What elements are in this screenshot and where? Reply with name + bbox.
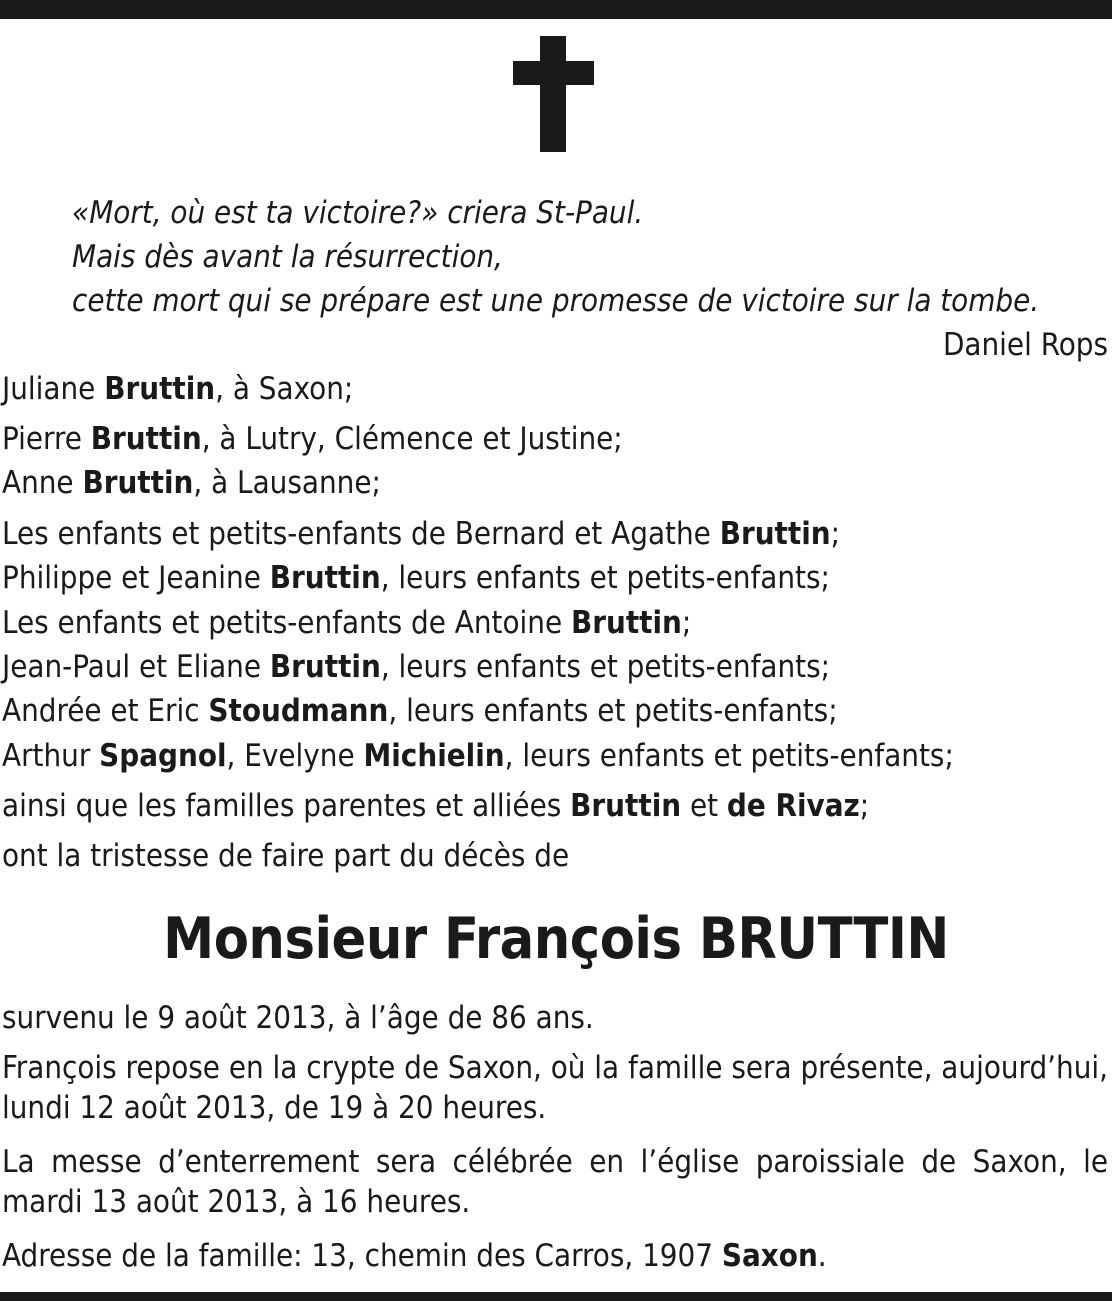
quote-line: «Mort, où est ta victoire?» criera St-Paul. bbox=[72, 195, 644, 231]
family-line: Juliane Bruttin, à Saxon; bbox=[2, 371, 354, 407]
family-line: Philippe et Jeanine Bruttin, leurs enfants et petits-enfants; bbox=[2, 560, 830, 596]
family-line: Anne Bruttin, à Lausanne; bbox=[2, 465, 381, 501]
family-line: Les enfants et petits-enfants de Antoine Bruttin; bbox=[2, 605, 692, 641]
quote-author: Daniel Rops bbox=[942, 327, 1108, 363]
quote-line: Mais dès avant la résurrection, bbox=[72, 239, 503, 275]
deceased-name: Monsieur François BRUTTIN bbox=[163, 906, 949, 972]
family-line: Andrée et Eric Stoudmann, leurs enfants et petits-enfants; bbox=[2, 693, 838, 729]
cross-icon bbox=[513, 36, 594, 152]
quote-line: cette mort qui se prépare est une promesse de victoire sur la tombe. bbox=[72, 283, 1040, 319]
vigil-text: François repose en la crypte de Saxon, où la famille sera présente, aujourd’hui, lundi 12 août 2013, de 19 à 20 heures. bbox=[2, 1050, 1108, 1126]
family-line: ainsi que les familles parentes et alliées Bruttin et de Rivaz; bbox=[2, 788, 870, 824]
death-date-text: survenu le 9 août 2013, à l’âge de 86 ans. bbox=[2, 1000, 594, 1036]
family-line: Les enfants et petits-enfants de Bernard et Agathe Bruttin; bbox=[2, 516, 841, 552]
top-rule bbox=[0, 0, 1112, 19]
family-line: Arthur Spagnol, Evelyne Michielin, leurs enfants et petits-enfants; bbox=[2, 738, 954, 774]
family-address: Adresse de la famille: 13, chemin des Carros, 1907 Saxon. bbox=[2, 1238, 827, 1274]
mass-text: La messe d’enterrement sera célébrée en l’église paroissiale de Saxon, le mardi 13 août 2013, à 16 heures. bbox=[2, 1144, 1108, 1220]
family-line: Jean-Paul et Eliane Bruttin, leurs enfants et petits-enfants; bbox=[2, 649, 831, 685]
announce-text: ont la tristesse de faire part du décès de bbox=[2, 838, 570, 874]
bottom-rule bbox=[0, 1292, 1112, 1301]
family-line: Pierre Bruttin, à Lutry, Clémence et Justine; bbox=[2, 421, 623, 457]
